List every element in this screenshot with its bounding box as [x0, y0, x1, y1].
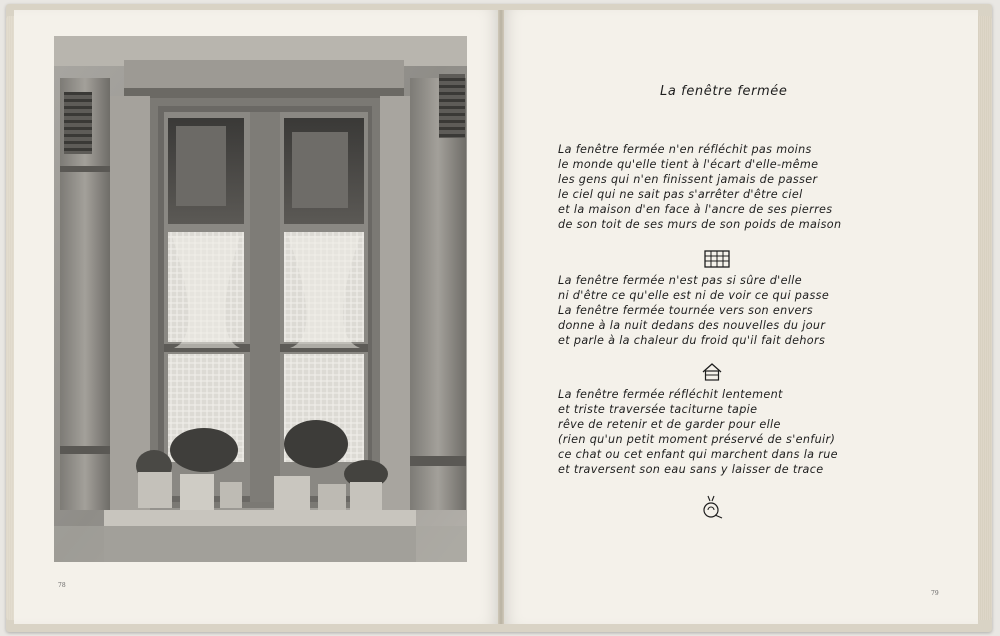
poem-line: et triste traversée taciturne tapie: [558, 403, 758, 416]
page-edges-right: [978, 16, 992, 620]
poem-line: La fenêtre fermée n'en réfléchit pas moins: [558, 143, 812, 156]
poem-line: ce chat ou cet enfant qui marchent dans la rue: [558, 448, 838, 461]
poem-line: La fenêtre fermée n'est pas si sûre d'elle: [558, 274, 802, 287]
poem-line: rêve de retenir et de garder pour elle: [558, 418, 781, 431]
window-photograph: [54, 36, 467, 562]
page-edges-left: [6, 16, 14, 620]
book-gutter: [498, 10, 504, 624]
snail-glyph-icon: [700, 494, 724, 520]
poem-line: (rien qu'un petit moment préservé de s'enfuir): [558, 433, 836, 446]
poem-line: et la maison d'en face à l'ancre de ses pierres: [558, 203, 833, 216]
poem-line: donne à la nuit dedans des nouvelles du jour: [558, 319, 826, 332]
poem-line: le monde qu'elle tient à l'écart d'elle-même: [558, 158, 819, 171]
poem-line: et traversent son eau sans y laisser de trace: [558, 463, 824, 476]
house-glyph-icon: [702, 363, 722, 381]
poem-line: La fenêtre fermée tournée vers son envers: [558, 304, 813, 317]
stanza-1: [558, 142, 841, 232]
poem-line: de son toit de ses murs de son poids de maison: [558, 218, 842, 231]
stanza-3: [558, 387, 838, 477]
poem-title: La fenêtre fermée: [660, 84, 788, 99]
poem-line: les gens qui n'en finissent jamais de passer: [558, 173, 818, 186]
window-photo-illustration: [54, 36, 467, 562]
page-number-right: 79: [931, 590, 939, 597]
window-glyph-icon: [704, 250, 730, 268]
page-number-left: 78: [58, 582, 66, 589]
poem-line: et parle à la chaleur du froid qu'il fait dehors: [558, 334, 826, 347]
stanza-2: [558, 273, 829, 348]
poem-line: ni d'être ce qu'elle est ni de voir ce qui passe: [558, 289, 830, 302]
poem-line: La fenêtre fermée réfléchit lentement: [558, 388, 783, 401]
poem-line: le ciel qui ne sait pas s'arrêter d'être ciel: [558, 188, 803, 201]
